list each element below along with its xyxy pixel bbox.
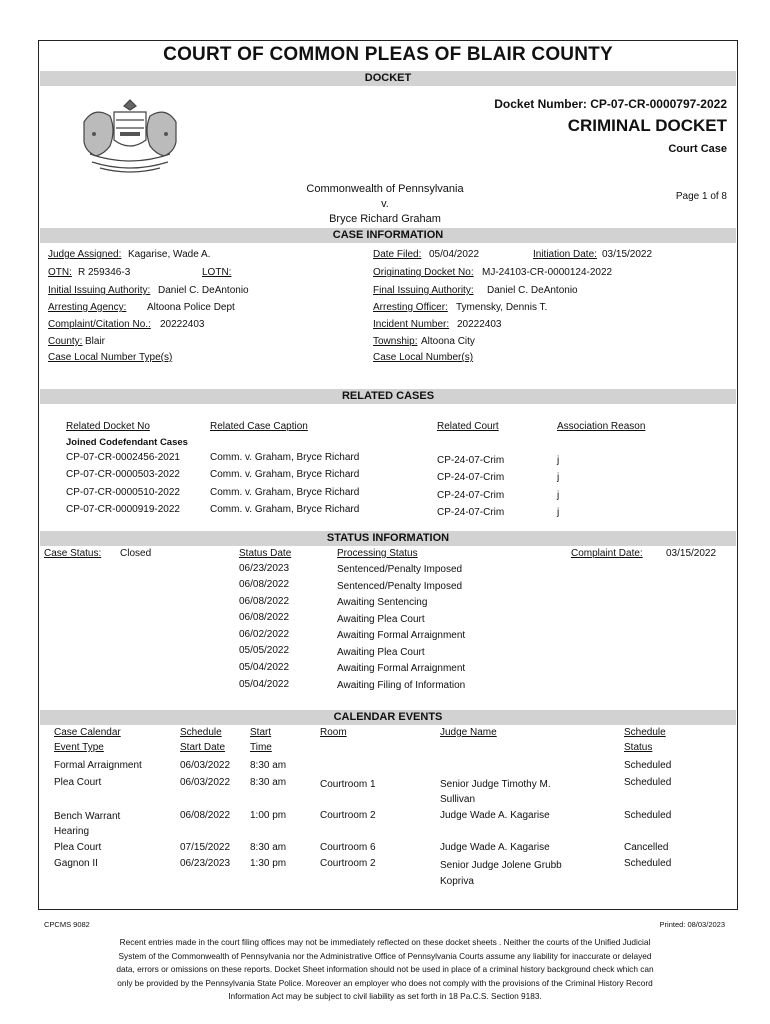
calendar-events-bar: CALENDAR EVENTS (40, 710, 736, 725)
room-header: Room (320, 727, 347, 738)
start-time-header-2: Time (250, 742, 272, 753)
disclaimer-line: Information Act may be subject to civil liability as set forth in 18 Pa.C.S. Section 9183. (228, 991, 542, 1001)
arresting-agency-label: Arresting Agency: (48, 302, 127, 313)
initiation-date-label: Initiation Date: (533, 249, 597, 260)
township-label: Township: (373, 336, 418, 347)
printed-date: Printed: 08/03/2023 (659, 920, 725, 929)
docket-number: Docket Number: CP-07-CR-0000797-2022 (494, 97, 727, 111)
status-information-bar: STATUS INFORMATION (40, 531, 736, 546)
caption-line3: Bryce Richard Graham (329, 213, 441, 225)
date-filed-label: Date Filed: (373, 249, 422, 260)
judge-assigned-value: Kagarise, Wade A. (128, 249, 211, 260)
complaint-label: Complaint/Citation No.: (48, 319, 151, 330)
related-court-header: Related Court (437, 421, 499, 432)
lotn-label: LOTN: (202, 267, 232, 278)
page-info: Page 1 of 8 (675, 191, 727, 202)
initial-issuing-label: Initial Issuing Authority: (48, 285, 151, 296)
arresting-officer-label: Arresting Officer: (373, 302, 448, 313)
related-docket-header: Related Docket No (66, 421, 150, 432)
complaint-value: 20222403 (160, 319, 205, 330)
joined-codefendant-label: Joined Codefendant Cases (66, 437, 188, 448)
township-value: Altoona City (421, 336, 475, 347)
case-status-label: Case Status: (44, 548, 102, 559)
final-issuing-label: Final Issuing Authority: (373, 285, 474, 296)
otn-value: R 259346-3 (78, 267, 131, 278)
caption-line2: v. (381, 198, 389, 210)
date-filed-value: 05/04/2022 (429, 249, 480, 260)
disclaimer-line: data, errors or omissions on these reports. Docket Sheet information should not be used in place of a criminal history background check which can (116, 964, 654, 974)
arresting-officer-value: Tymensky, Dennis T. (456, 302, 548, 313)
caption-line1: Commonwealth of Pennsylvania (306, 183, 464, 195)
related-cases-bar: RELATED CASES (40, 389, 736, 404)
case-information-bar: CASE INFORMATION (40, 228, 736, 243)
incident-label: Incident Number: (373, 319, 450, 330)
case-status-value: Closed (120, 548, 152, 559)
incident-value: 20222403 (457, 319, 502, 330)
court-title: COURT OF COMMON PLEAS OF BLAIR COUNTY (163, 44, 613, 65)
final-issuing-value: Daniel C. DeAntonio (487, 285, 578, 296)
event-type-header: Case Calendar (54, 727, 121, 738)
association-reason-header: Association Reason (557, 421, 646, 432)
docket-type: CRIMINAL DOCKET (567, 116, 727, 135)
start-date-header-2: Start Date (180, 742, 226, 753)
schedule-status-header-2: Status (624, 742, 653, 753)
case-local-number-label: Case Local Number(s) (373, 352, 474, 363)
docket-bar: DOCKET (40, 71, 736, 86)
complaint-date-value: 03/15/2022 (666, 548, 717, 559)
start-time-header: Start (250, 727, 272, 738)
otn-label: OTN: (48, 267, 72, 278)
schedule-status-header: Schedule (624, 727, 666, 738)
complaint-date-label: Complaint Date: (571, 548, 643, 559)
judge-name-header: Judge Name (440, 727, 497, 738)
processing-status-header: Processing Status (337, 548, 418, 559)
arresting-agency-value: Altoona Police Dept (147, 302, 235, 313)
status-date-header: Status Date (239, 548, 292, 559)
originating-docket-value: MJ-24103-CR-0000124-2022 (482, 267, 613, 278)
county-value: Blair (85, 336, 106, 347)
originating-docket-label: Originating Docket No: (373, 267, 474, 278)
disclaimer-line: System of the Commonwealth of Pennsylvania nor the Administrative Office of Pennsylvania Courts assume any liability for inaccurate or delayed (118, 950, 652, 961)
disclaimer (60, 936, 710, 1004)
judge-assigned-label: Judge Assigned: (48, 249, 122, 260)
disclaimer-line: Recent entries made in the court filing offices may not be immediately reflected on these docket sheets . Neither the courts of the Unified Judicial (119, 937, 651, 947)
initial-issuing-value: Daniel C. DeAntonio (158, 285, 249, 296)
case-type: Court Case (668, 143, 727, 155)
event-type-header-2: Event Type (54, 742, 104, 753)
form-id: CPCMS 9082 (44, 920, 90, 929)
initiation-date-value: 03/15/2022 (602, 249, 653, 260)
disclaimer-line: only be provided by the Pennsylvania State Police. Moreover an employer who does not comply with the provisions of the Criminal History Record (117, 977, 653, 988)
start-date-header: Schedule (180, 727, 222, 738)
case-local-type-label: Case Local Number Type(s) (48, 352, 173, 363)
county-label: County: (48, 336, 83, 347)
related-caption-header: Related Case Caption (210, 421, 308, 432)
pennsylvania-seal-icon (70, 92, 190, 178)
